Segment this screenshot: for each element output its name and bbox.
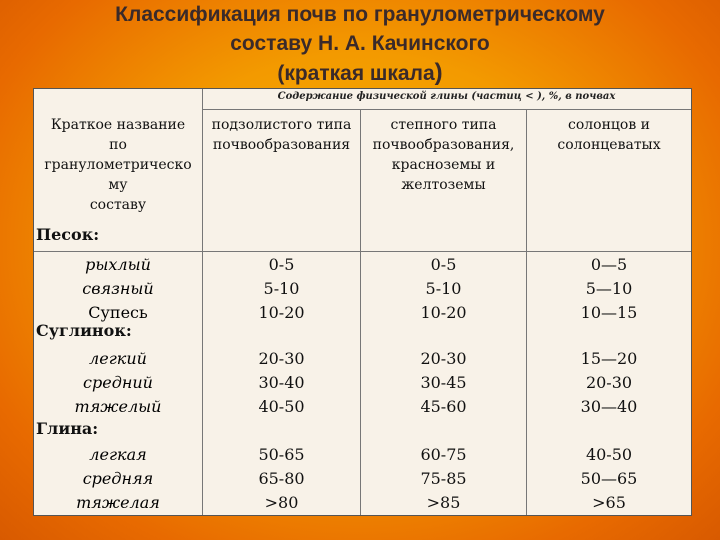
value-cell: 45-60 <box>420 397 467 416</box>
col3-header <box>527 115 691 155</box>
value-cell: 30-40 <box>258 373 305 392</box>
group-loam-names <box>34 347 202 419</box>
col2-header-line: степного типа <box>390 117 497 133</box>
group-sand-col2 <box>361 253 526 325</box>
col0-header-line: по <box>109 137 127 153</box>
col3-header-line: солонцов и <box>567 117 651 133</box>
value-cell: >65 <box>592 493 626 512</box>
soil-name: связный <box>82 279 154 298</box>
col2-header-line: желтоземы <box>401 177 486 193</box>
col1-header-line: почвообразования <box>212 137 351 153</box>
col1-header-line: подзолистого типа <box>211 117 352 133</box>
value-cell: 65-80 <box>258 469 305 488</box>
soil-name: рыхлый <box>85 255 151 274</box>
value-cell: 10-20 <box>420 303 467 322</box>
group-clay-col2 <box>361 443 526 515</box>
value-cell: 30—40 <box>580 397 638 416</box>
group-loam-col3 <box>527 347 691 419</box>
title-line-3-paren: ) <box>434 59 443 86</box>
col3-header-line: солонцеватых <box>557 137 661 153</box>
super-header: Содержание физической глины (частиц < ), %, в почвах <box>277 91 616 102</box>
value-cell: 20-30 <box>585 373 633 392</box>
col0-header-line: Краткое название <box>50 117 186 133</box>
value-cell: 60-75 <box>420 445 467 464</box>
group-loam-col1 <box>203 347 360 419</box>
soil-name: средний <box>83 373 153 392</box>
col0-header-line: му <box>108 177 128 193</box>
value-cell: 75-85 <box>420 469 467 488</box>
value-cell: 50-65 <box>258 445 305 464</box>
value-cell: 0—5 <box>590 255 628 274</box>
col0-header-line: гранулометрическо <box>44 157 192 173</box>
group-clay-col1 <box>203 443 360 515</box>
col0-header-line: составу <box>89 197 147 213</box>
value-cell: >85 <box>426 493 461 512</box>
group-label-sand: Песок: <box>36 225 100 244</box>
group-loam-col2 <box>361 347 526 419</box>
value-cell: 10-20 <box>258 303 305 322</box>
col0-header <box>34 115 202 215</box>
group-label-clay: Глина: <box>36 419 99 438</box>
title-line-1: Классификация почв по гранулометрическому <box>115 3 605 26</box>
row-divider-1 <box>34 251 691 252</box>
soil-name: легкий <box>89 349 147 368</box>
group-clay-names <box>34 443 202 515</box>
title-line-3-text: (краткая шкала <box>277 62 435 85</box>
group-clay-col3 <box>527 443 691 515</box>
value-cell: 10—15 <box>580 303 638 322</box>
soil-name: тяжелый <box>74 397 162 416</box>
col2-header-line: красноземы и <box>391 157 496 173</box>
col2-header <box>361 115 526 195</box>
value-cell: 20-30 <box>420 349 467 368</box>
value-cell: 5-10 <box>425 279 462 298</box>
soil-name: тяжелая <box>76 493 160 512</box>
title-line-3 <box>0 58 720 88</box>
value-cell: 50—65 <box>580 469 638 488</box>
col1-header <box>203 115 360 155</box>
soil-name: легкая <box>89 445 147 464</box>
classification-table <box>33 88 692 516</box>
title-line-2: составу Н. А. Качинского <box>230 32 490 55</box>
value-cell: 20-30 <box>258 349 305 368</box>
value-cell: 40-50 <box>585 445 633 464</box>
group-label-loam: Суглинок: <box>36 321 132 340</box>
group-sand-col3 <box>527 253 691 325</box>
col2-header-line: почвообразования, <box>372 137 515 153</box>
value-cell: 30-45 <box>420 373 467 392</box>
value-cell: 5-10 <box>263 279 300 298</box>
group-sand-names <box>34 253 202 325</box>
soil-name: Супесь <box>88 303 148 322</box>
value-cell: 40-50 <box>258 397 305 416</box>
value-cell: 0-5 <box>268 255 295 274</box>
group-sand-col1 <box>203 253 360 325</box>
soil-name: средняя <box>82 469 154 488</box>
value-cell: >80 <box>264 493 299 512</box>
value-cell: 0-5 <box>430 255 457 274</box>
value-cell: 5—10 <box>585 279 633 298</box>
value-cell: 15—20 <box>580 349 638 368</box>
super-header-divider <box>202 109 691 110</box>
